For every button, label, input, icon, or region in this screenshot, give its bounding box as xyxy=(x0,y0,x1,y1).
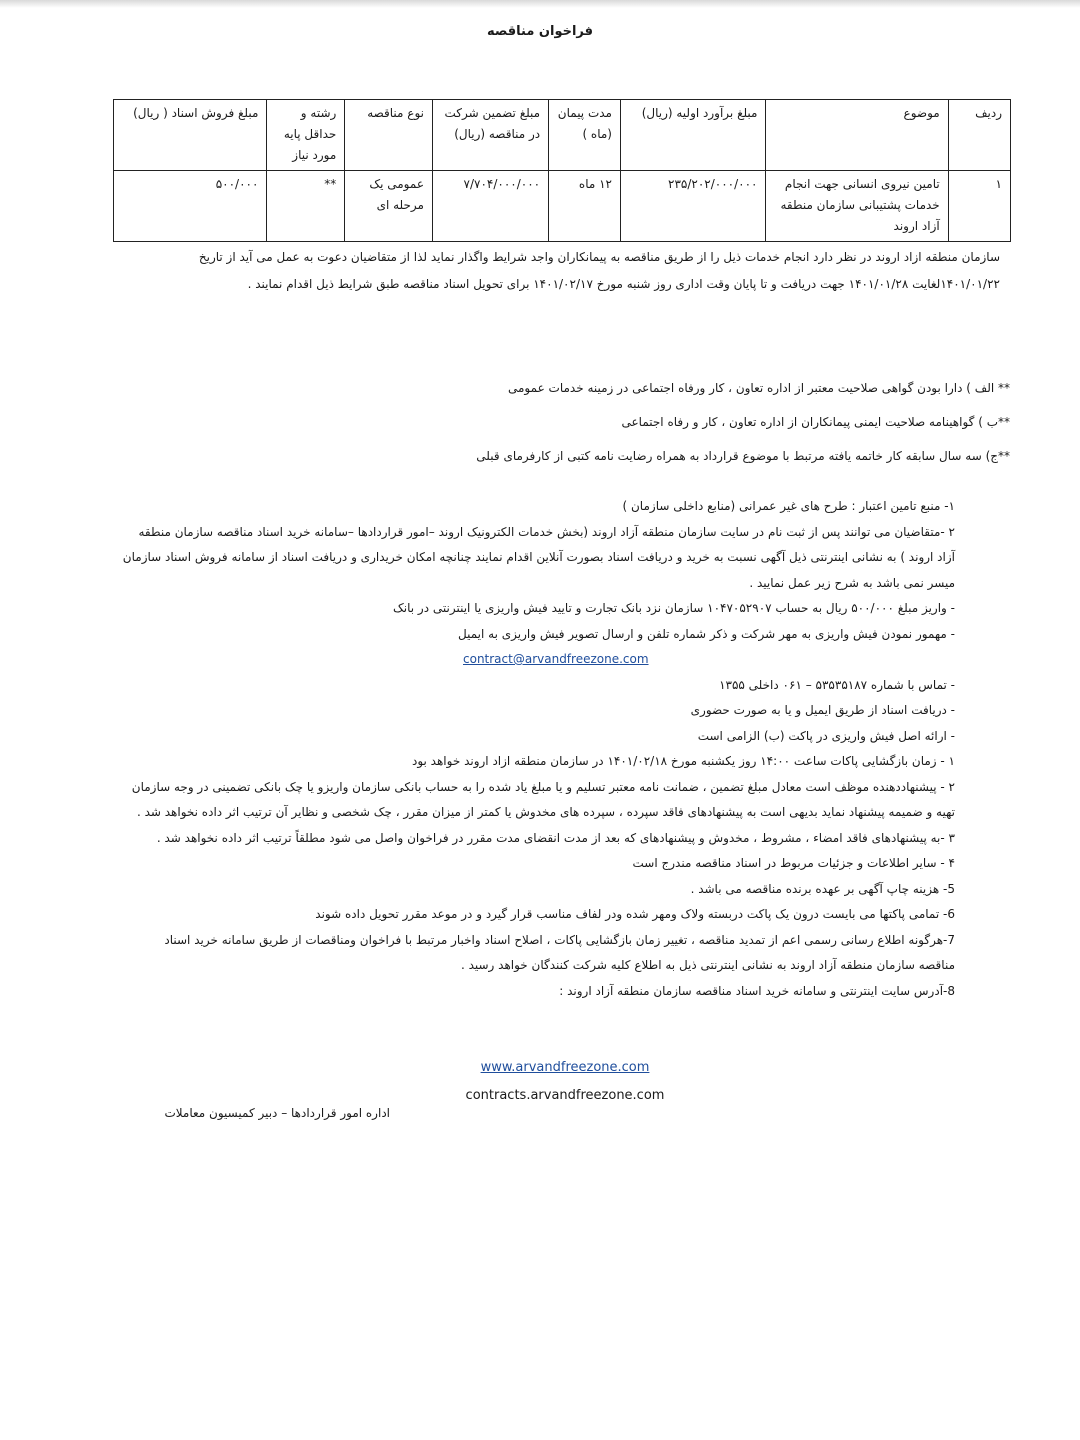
table-header-row xyxy=(114,100,1011,171)
header-cell-row-number: ردیف xyxy=(948,100,1010,171)
list-item: 5- هزینه چاپ آگهی بر عهده برنده مناقصه می باشد . xyxy=(690,881,955,896)
list-item: تهیه و ضمیمه پیشنهاد نماید بدیهی است به پیشنهادهای فاقد سپرده ، سپرده های مخدوش یا کمتر از میزان مقرر ، چک شخصی و نظایر آن ترتیب اثر داده نخواهد شد . xyxy=(136,805,955,819)
requirement-item: **ج) سه سال سابقه کار خاتمه یافته مرتبط با موضوع قرارداد به همراه رضایت نامه کتبی از کارفرمای قبلی xyxy=(476,449,1010,463)
list-item: - مهمور نمودن فیش واریزی به مهر شرکت و ذکر شماره تلفن و ارسال تصویر فیش واریزی به ایمیل xyxy=(458,626,955,641)
list-item: ۳ -به پیشنهادهای فاقد امضاء ، مشروط ، مخدوش و پیشنهادهای که بعد از مدت انقضای مدت مقرر در فراخوان واصل می شود مطلقاً ترتیب اثر داده نخواهد شد . xyxy=(156,830,955,845)
cell-doc-price: ۵۰۰/۰۰۰ xyxy=(114,171,267,242)
cell-field-grade: ** xyxy=(267,171,345,242)
cell-guarantee: ۷/۷۰۴/۰۰۰/۰۰۰ xyxy=(432,171,548,242)
top-shade xyxy=(0,0,1080,8)
list-item: ۱- منبع تامین اعتبار : طرح های غیر عمرانی (منابع داخلی سازمان ) xyxy=(622,499,955,513)
email-link[interactable]: contract@arvandfreezone.com xyxy=(463,652,649,666)
list-item: ۴ - سایر اطلاعات و جزئیات مربوط در اسناد مناقصه مندرج است xyxy=(632,856,955,870)
list-item: - دریافت اسناد از طریق ایمیل و یا به صورت حضوری xyxy=(690,703,955,717)
header-cell-doc-price: مبلغ فروش اسناد ( ریال) xyxy=(114,100,267,171)
page-title: فراخوان مناقصه xyxy=(486,24,594,39)
header-cell-duration: مدت پیمان (ماه ) xyxy=(549,100,621,171)
list-item: - ارائه اصل فیش واریزی در پاکت (ب) الزامی است xyxy=(697,728,955,743)
list-item: - واریز مبلغ ۵۰۰/۰۰۰ ریال به حساب ۱۰۴۷۰۵۲۹۰۷ سازمان نزد بانک تجارت و تایید فیش واریزی یا اینترنتی در بانک xyxy=(393,601,955,615)
list-item: ۲ -متقاضیان می توانند پس از ثبت نام در سایت سازمان منطقه آزاد اروند (بخش خدمات الکترونیک اروند –امور قراردادها –سامانه خرید اسناد مناقصه سازمان منطقه xyxy=(138,524,955,539)
header-cell-tender-type: نوع مناقصه xyxy=(345,100,433,171)
conditions-list xyxy=(95,494,955,1004)
list-item: میسر نمی باشد به شرح زیر عمل نمایید . xyxy=(749,575,955,590)
list-item: 8-آدرس سایت اینترنتی و سامانه خرید اسناد مناقصه سازمان منطقه آزاد اروند : xyxy=(559,983,955,998)
footer-links xyxy=(0,1054,1080,1110)
requirement-item: ** الف ) دارا بودن گواهی صلاحیت معتبر از اداره تعاون ، کار ورفاه اجتماعی در زمینه خدمات عمومی xyxy=(508,381,1010,395)
tender-table xyxy=(113,99,1011,242)
header-cell-estimate: مبلغ برآورد اولیه (ریال) xyxy=(621,100,766,171)
list-item: ۱ - زمان بازگشایی پاکات ساعت ۱۴:۰۰ روز یکشنبه مورخ ۱۴۰۱/۰۲/۱۸ در سازمان منطقه ازاد اروند خواهد بود xyxy=(411,754,955,768)
list-item: مناقصه سازمان منطقه آزاد اروند به نشانی اینترنتی ذیل به اطلاع کلیه شرکت کنندگان خواهد رسید . xyxy=(460,958,955,972)
list-item: 6- تمامی پاکتها می بایست درون یک پاکت دربسته ولاک ومهر شده ودر لفاف مناسب قرار گیرد و در موعد مقرر تحویل داده شوند xyxy=(315,907,955,921)
cell-row-number: ۱ xyxy=(948,171,1010,242)
intro-paragraph xyxy=(150,244,1000,298)
website-link[interactable]: www.arvandfreezone.com xyxy=(480,1060,650,1075)
requirements-list xyxy=(150,378,1010,480)
header-cell-subject: موضوع xyxy=(766,100,948,171)
list-item: 7-هرگونه اطلاع رسانی رسمی اعم از تمدید مناقصه ، تغییر زمان بازگشایی پاکات ، اصلاح اسناد واخبار مرتبط با فراخوان ومناقصات از طریق سامانه خرید اسناد xyxy=(164,932,955,947)
cell-duration: ۱۲ ماه xyxy=(549,171,621,242)
signature-line: اداره امور قراردادها – دبیر کمیسیون معاملات xyxy=(164,1106,390,1120)
cell-estimate: ۲۳۵/۲۰۲/۰۰۰/۰۰۰ xyxy=(621,171,766,242)
requirement-item: **ب ) گواهینامه صلاحیت ایمنی پیمانکاران از اداره تعاون ، کار و رفاه اجتماعی xyxy=(621,415,1010,429)
list-item: - تماس با شماره ۵۳۵۳۵۱۸۷ – ۰۶۱ داخلی ۱۳۵۵ xyxy=(719,677,955,692)
table-row xyxy=(114,171,1011,242)
intro-line: سازمان منطقه ازاد اروند در نظر دارد انجام خدمات ذیل را از طریق مناقصه به پیمانکاران واجد شرایط واگذار نماید لذا از متقاضیان دعوت به عمل می آید از تاریخ xyxy=(198,250,1000,264)
header-cell-field-grade: رشته و حداقل پایه مورد نیاز xyxy=(267,100,345,171)
intro-line: ۱۴۰۱/۰۱/۲۲لغایت ۱۴۰۱/۰۱/۲۸ جهت دریافت و تا پایان وقت اداری روز شنبه مورخ ۱۴۰۱/۰۲/۱۷ برای تحویل اسناد مناقصه طبق شرایط ذیل اقدام نمایند . xyxy=(247,277,1000,291)
email-line xyxy=(95,647,955,673)
contracts-site-text: contracts.arvandfreezone.com xyxy=(465,1088,665,1103)
cell-subject: تامین نیروی انسانی جهت انجام خدمات پشتیبانی سازمان منطقه آزاد اروند xyxy=(766,171,948,242)
header-cell-guarantee: مبلغ تضمین شرکت در مناقصه (ریال) xyxy=(432,100,548,171)
list-item: آزاد اروند ) به نشانی اینترنتی ذیل آگهی نسبت به خرید و دریافت اسناد بصورت آنلاین اقدام نمایند چنانچه امکان خریداری و دریافت اسناد از سامانه فروش اسناد سازمان xyxy=(122,550,955,564)
cell-tender-type: عمومی یک مرحله ای xyxy=(345,171,433,242)
list-item: ۲ - پیشنهاددهنده موظف است معادل مبلغ تضمین ، ضمانت نامه معتبر تسلیم و یا مبلغ یاد شده را به حساب بانکی سازمان واریزو یا چک بانکی تضمینی در وجه سازمان xyxy=(131,779,955,794)
